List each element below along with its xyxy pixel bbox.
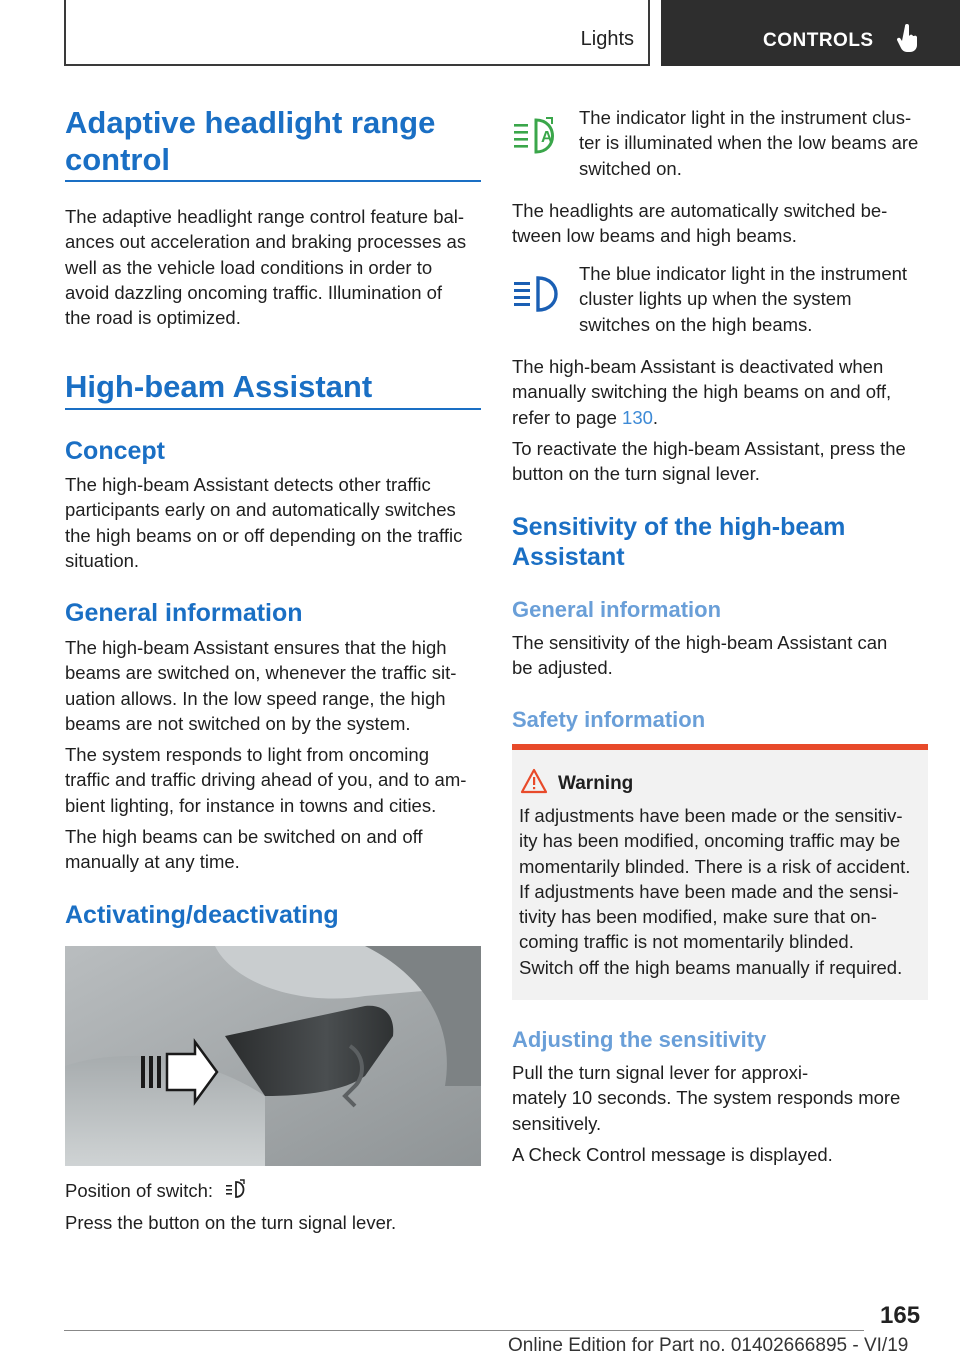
text-line: uation allows. In the low speed range, the high	[65, 687, 446, 709]
high-beam-assistant-indicator-icon	[514, 116, 564, 156]
text-fragment: refer to page	[512, 406, 623, 428]
heading-high-beam-assistant: High-beam Assistant	[65, 369, 373, 404]
heading-safety-information: Safety information	[512, 707, 706, 732]
text-line: ances out acceleration and braking processes as	[65, 231, 467, 253]
paragraph-auto-switch	[512, 198, 932, 249]
page-number: 165	[880, 1302, 921, 1329]
paragraph-concept	[65, 472, 485, 573]
text-line: switches on the high beams.	[579, 313, 813, 335]
high-beam-indicator-icon	[514, 274, 564, 314]
text-line: coming traffic is not momentarily blinded.	[519, 931, 854, 953]
paragraph-blue-indicator	[579, 261, 939, 337]
paragraph-adjusting	[512, 1060, 932, 1136]
text-line: beams are switched on, whenever the traffic sit‐	[65, 662, 457, 684]
heading-general-information: General information	[65, 599, 303, 627]
text-line: sensitively.	[512, 1112, 602, 1134]
text-line: Position of switch:	[65, 1180, 214, 1201]
text-line: beams are not switched on by the system.	[65, 712, 411, 734]
position-of-switch-line	[65, 1178, 250, 1203]
text-line: tivity has been modified, make sure that on‐	[519, 906, 877, 928]
text-line: be adjusted.	[512, 657, 613, 679]
heading-line: Assistant	[512, 543, 625, 571]
heading-general-information-right: General information	[512, 597, 722, 622]
text-line: ter is illuminated when the low beams are	[579, 132, 919, 154]
text-line: bient lighting, for instance in towns and cities.	[65, 794, 437, 816]
svg-text:A: A	[541, 129, 553, 146]
text-line: well as the vehicle load conditions in order to	[65, 256, 433, 278]
text-line: The adaptive headlight range control feature bal‐	[65, 206, 465, 227]
paragraph-general-3	[65, 824, 485, 875]
text-line: tween low beams and high beams.	[512, 225, 797, 247]
text-line: cluster lights up when the system	[579, 288, 852, 310]
paragraph-general-2	[65, 742, 485, 818]
heading-activating: Activating/deactivating	[65, 901, 339, 929]
text-line: mately 10 seconds. The system responds more	[512, 1087, 901, 1109]
text-line: the high beams on or off depending on the traffic	[65, 524, 463, 546]
text-line: participants early on and automatically switches	[65, 499, 456, 521]
paragraph-press-button: Press the button on the turn signal lever.	[65, 1212, 397, 1233]
text-line: The high beams can be switched on and off	[65, 826, 423, 847]
footer-edition: Online Edition for Part no. 01402666895 - VI/19	[508, 1335, 909, 1356]
text-line: The high-beam Assistant detects other traffic	[65, 474, 431, 495]
text-line: If adjustments have been made or the sensitiv‐	[519, 805, 903, 826]
text-line: The headlights are automatically switched be‐	[512, 200, 888, 221]
heading-line: Sensitivity of the high-beam	[512, 513, 846, 541]
lever-photo-svg	[65, 946, 481, 1166]
text-line: avoid dazzling oncoming traffic. Illumination of	[65, 281, 443, 303]
text-line: momentarily blinded. There is a risk of accident.	[519, 855, 911, 877]
heading-rule	[65, 408, 481, 410]
paragraph-sensitivity-general	[512, 630, 932, 681]
text-line: traffic and traffic driving ahead of you, and to am‐	[65, 769, 467, 791]
header-chapter-tab	[661, 0, 960, 66]
paragraph-deactivated	[512, 354, 932, 430]
text-line: The indicator light in the instrument clus‐	[579, 107, 912, 128]
header-section-title: Lights	[580, 28, 634, 50]
warning-triangle-icon	[520, 768, 548, 794]
paragraph-adaptive	[65, 204, 485, 330]
paragraph-general-1	[65, 635, 485, 736]
text-line: the road is optimized.	[65, 307, 241, 329]
heading-rule	[65, 180, 481, 182]
text-line: situation.	[65, 549, 140, 571]
text-line: manually at any time.	[65, 851, 240, 873]
heading-concept: Concept	[65, 437, 165, 465]
header-chapter-title: CONTROLS	[763, 30, 874, 51]
header-section-box	[64, 0, 650, 66]
high-beam-assistant-switch-icon	[226, 1179, 250, 1199]
text-fragment: .	[652, 406, 659, 428]
text-line: switched on.	[579, 157, 682, 179]
page-reference-link[interactable]: 130	[622, 406, 653, 428]
warning-title: Warning	[558, 773, 634, 794]
text-line: To reactivate the high-beam Assistant, press the	[512, 438, 906, 459]
warning-text	[519, 803, 929, 980]
text-line: The system responds to light from oncoming	[65, 744, 429, 765]
text-line: The high-beam Assistant ensures that the high	[65, 637, 447, 658]
turn-signal-lever-illustration	[65, 946, 481, 1166]
text-line: manually switching the high beams on and off,	[512, 381, 892, 403]
text-line: The high-beam Assistant is deactivated when	[512, 356, 884, 377]
paragraph-indicator-light	[579, 105, 939, 181]
footer-rule	[64, 1330, 864, 1331]
paragraph-check-control: A Check Control message is displayed.	[512, 1144, 833, 1165]
text-line: Switch off the high beams manually if required.	[519, 956, 903, 978]
text-line: Pull the turn signal lever for approxi‐	[512, 1062, 809, 1083]
heading-sensitivity	[512, 512, 845, 572]
pointing-hand-icon	[897, 24, 919, 54]
text-line: button on the turn signal lever.	[512, 463, 760, 485]
text-line: The blue indicator light in the instrument	[579, 263, 908, 284]
text-line: The sensitivity of the high-beam Assistant can	[512, 632, 888, 653]
text-line: ity has been modified, oncoming traffic may be	[519, 830, 901, 852]
text-line	[512, 405, 932, 430]
heading-adaptive-headlight: Adaptive headlight range control	[65, 105, 436, 177]
text-line: If adjustments have been made and the sensi‐	[519, 880, 899, 902]
paragraph-reactivate	[512, 436, 932, 487]
heading-adjusting-sensitivity: Adjusting the sensitivity	[512, 1027, 767, 1052]
